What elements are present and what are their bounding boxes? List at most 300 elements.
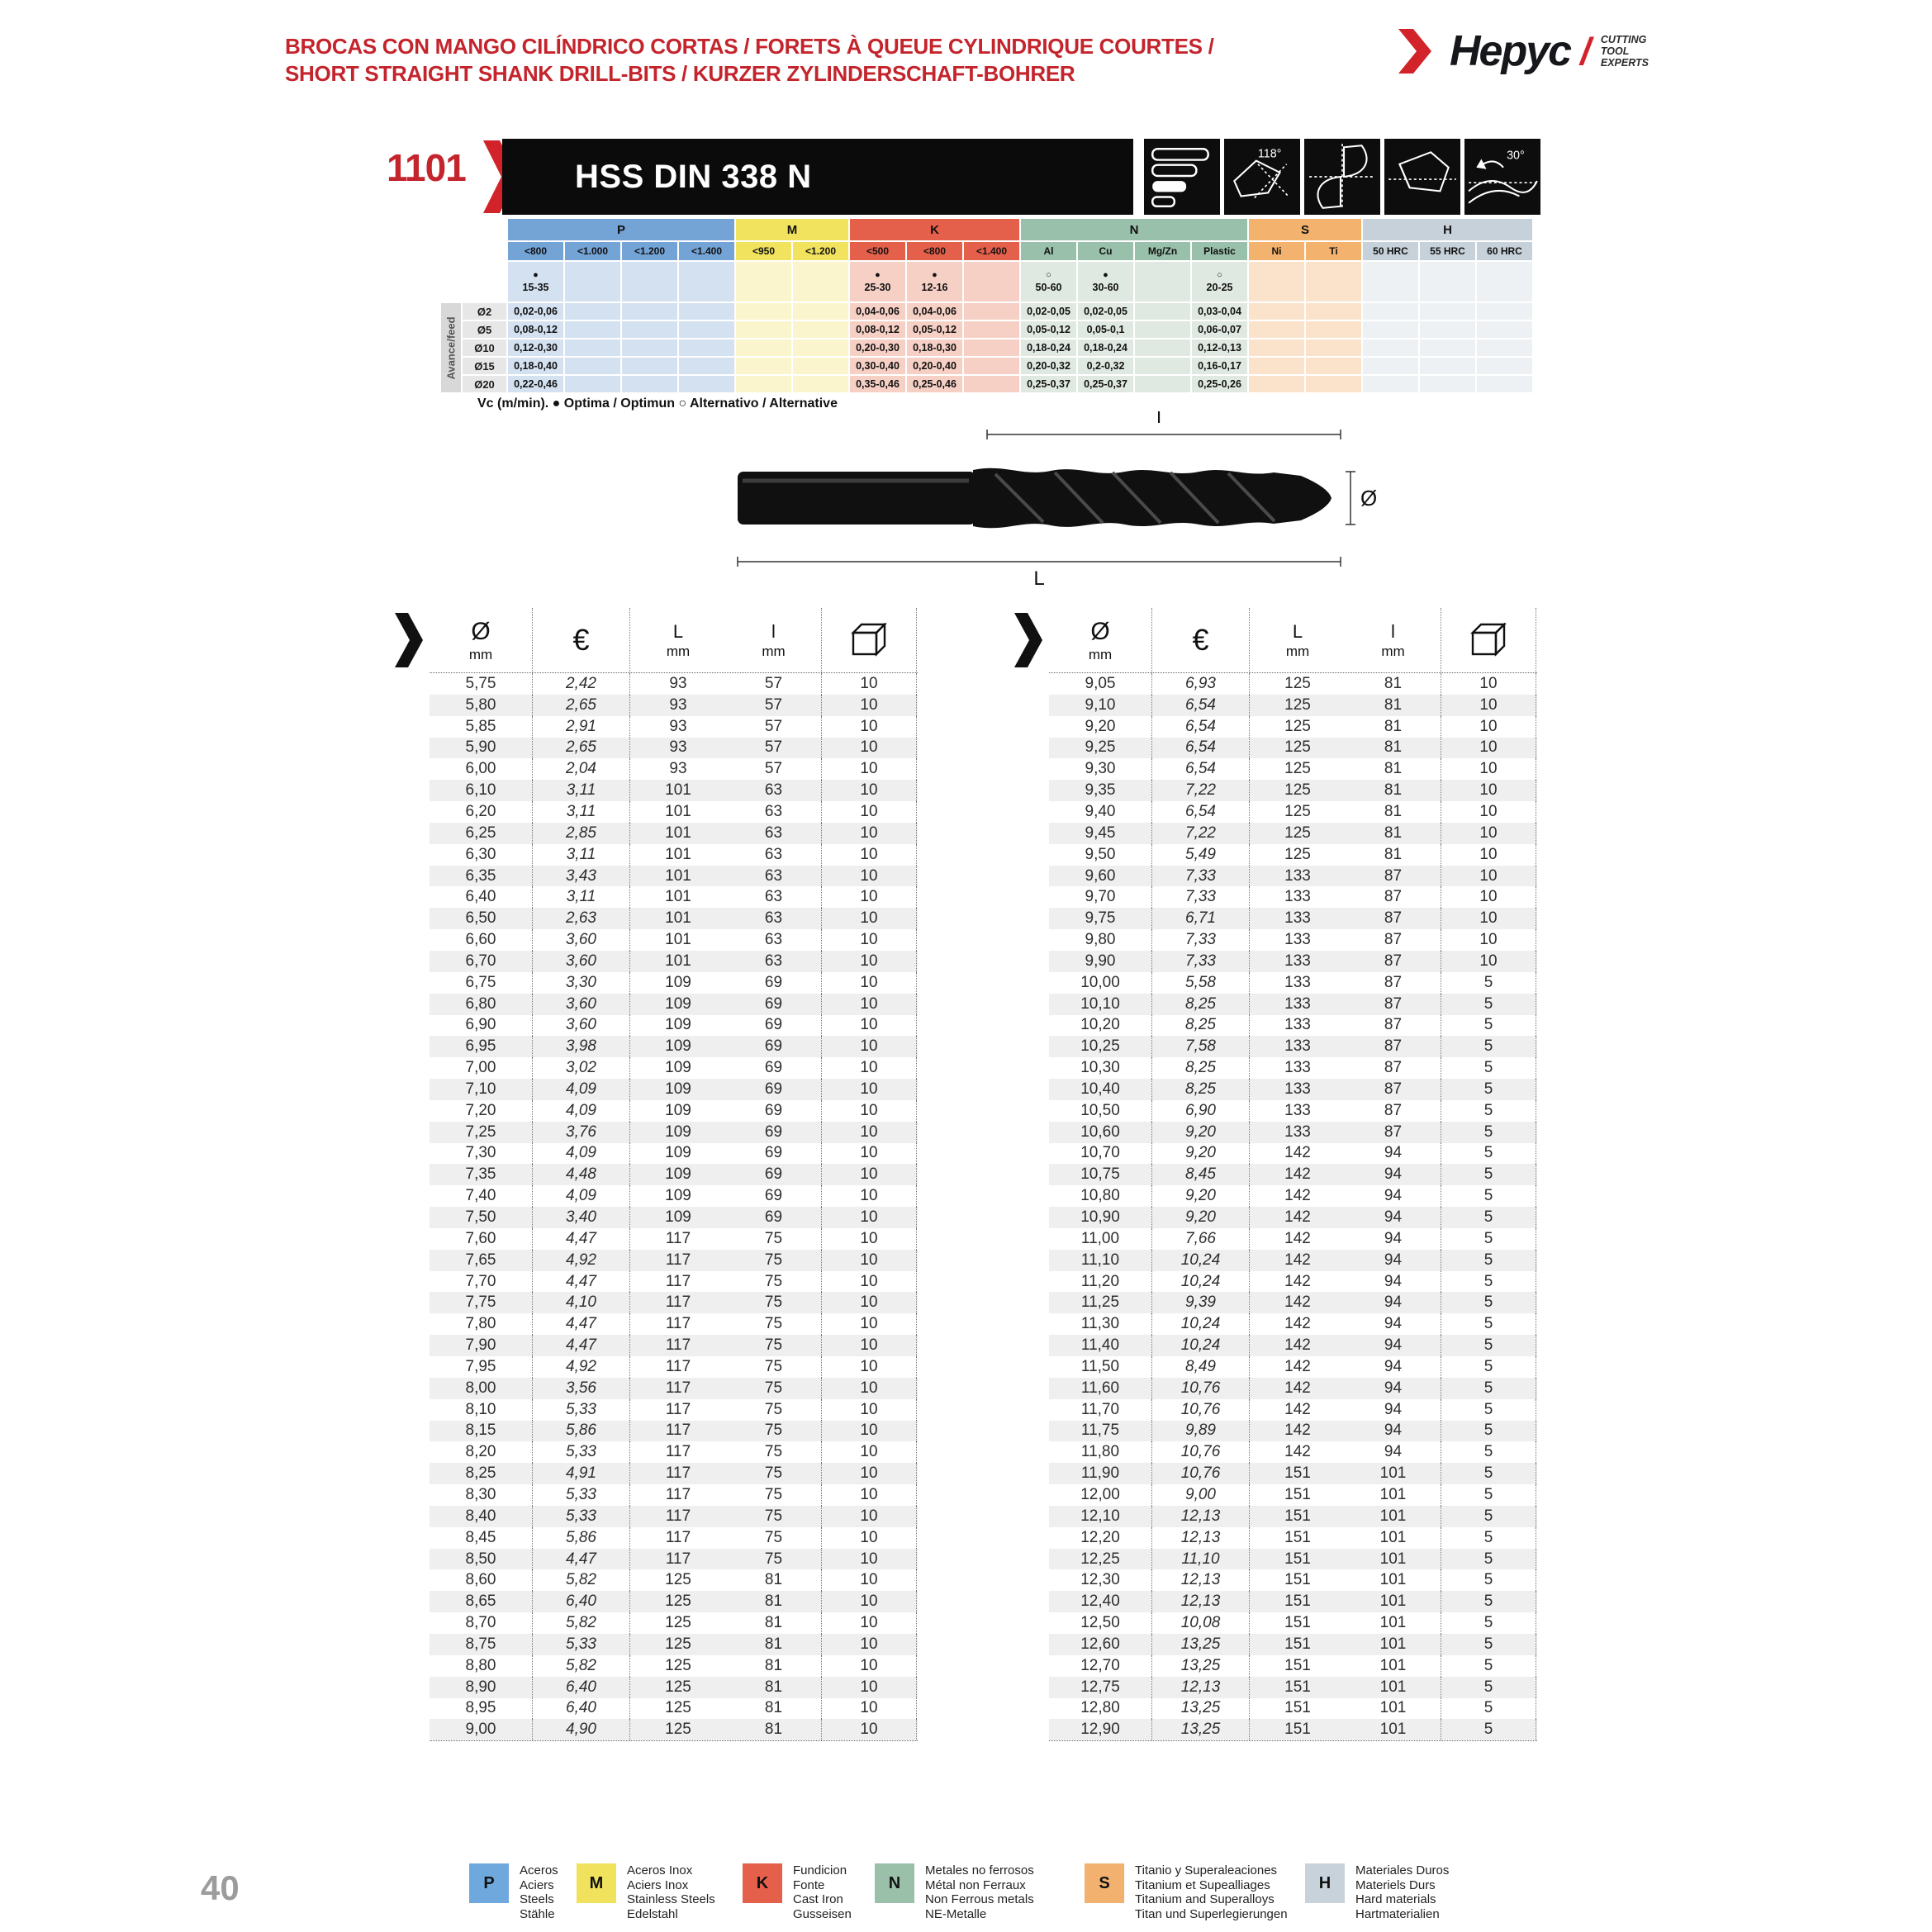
- cell-diameter: 12,60: [1049, 1634, 1152, 1655]
- cell-diameter: 7,65: [430, 1250, 533, 1271]
- table-row: [1049, 1484, 1537, 1506]
- vc-cell: [565, 262, 620, 301]
- material-subcol-H: 50 HRC: [1363, 242, 1418, 260]
- cell-package-qty: 10: [822, 1655, 917, 1677]
- col-header-price: €: [533, 608, 630, 672]
- feed-cell: [1306, 339, 1361, 356]
- package-icon: [1469, 623, 1507, 657]
- vc-mark: ○: [1046, 270, 1051, 280]
- cell-diameter: 12,80: [1049, 1698, 1152, 1720]
- cell-diameter: 5,85: [430, 716, 533, 738]
- cell-diameter: 9,25: [1049, 738, 1152, 759]
- cell-flute-length: 63: [726, 866, 822, 887]
- table-row: [430, 1484, 918, 1506]
- cell-diameter: 10,90: [1049, 1207, 1152, 1228]
- feed-cell: 0,03-0,04: [1192, 303, 1247, 320]
- vc-cell: [1135, 262, 1190, 301]
- cell-diameter: 9,60: [1049, 866, 1152, 887]
- table-row: [430, 1677, 918, 1698]
- cell-package-qty: 5: [1441, 1164, 1536, 1185]
- cell-package-qty: 10: [822, 1634, 917, 1655]
- cell-package-qty: 5: [1441, 1655, 1536, 1677]
- cell-diameter: 8,75: [430, 1634, 533, 1655]
- cell-package-qty: 10: [822, 1036, 917, 1057]
- cell-flute-length: 87: [1346, 972, 1441, 994]
- page-number: 40: [201, 1868, 240, 1907]
- material-subcol-N: Plastic: [1192, 242, 1247, 260]
- cell-total-length: 142: [1284, 1251, 1311, 1269]
- feed-cell: 0,30-0,40: [850, 358, 905, 374]
- table-row: [1049, 780, 1537, 801]
- cell-flute-length: 69: [726, 1122, 822, 1143]
- cell-total-length: 117: [665, 1379, 691, 1397]
- cell-package-qty: 10: [822, 1484, 917, 1506]
- price-table-right: [1049, 608, 1537, 1741]
- cell-package-qty: 5: [1441, 1207, 1536, 1228]
- cell-total-length: 142: [1284, 1294, 1311, 1312]
- table-row: [430, 1719, 918, 1740]
- cell-price: 9,89: [1152, 1421, 1250, 1442]
- cell-total-length: 101: [665, 931, 691, 949]
- cell-price: 10,24: [1152, 1313, 1250, 1335]
- cell-diameter: 9,35: [1049, 780, 1152, 801]
- table-row: [1049, 1506, 1537, 1527]
- feed-cell: [1249, 358, 1304, 374]
- cell-total-length: 151: [1284, 1614, 1311, 1632]
- feed-cell: [1363, 339, 1418, 356]
- cell-flute-length: 81: [726, 1634, 822, 1655]
- cell-diameter: 9,10: [1049, 695, 1152, 716]
- cell-package-qty: 5: [1441, 1185, 1536, 1207]
- feed-cell: [964, 321, 1019, 338]
- legend-line: Fundicion: [793, 1863, 847, 1877]
- cell-total-length: 101: [665, 781, 691, 800]
- table-row: [1049, 1527, 1537, 1549]
- legend-line: Steels: [520, 1892, 554, 1906]
- brand-chevron-icon: [1398, 27, 1441, 75]
- cell-diameter: 11,80: [1049, 1441, 1152, 1463]
- table-row: [430, 1634, 918, 1655]
- table-row: [1049, 1677, 1537, 1698]
- legend-line: Hard materials: [1355, 1892, 1436, 1906]
- cell-price: 7,33: [1152, 951, 1250, 972]
- cell-total-length: 133: [1284, 1123, 1311, 1141]
- cell-flute-length: 94: [1346, 1143, 1441, 1165]
- vc-note: Vc (m/min). ● Optima / Optimun ○ Alternativo / Alternative: [477, 396, 838, 411]
- feed-cell: 0,04-0,06: [907, 303, 962, 320]
- cell-flute-length: 94: [1346, 1313, 1441, 1335]
- vc-cell: [736, 262, 791, 301]
- cell-flute-length: 75: [726, 1506, 822, 1527]
- table-row: [1049, 1591, 1537, 1612]
- cell-price: 6,93: [1152, 673, 1250, 695]
- vc-cell: [622, 262, 677, 301]
- cell-diameter: 10,60: [1049, 1122, 1152, 1143]
- cell-diameter: 11,50: [1049, 1356, 1152, 1378]
- cell-package-qty: 10: [1441, 801, 1536, 823]
- cell-total-length: 93: [669, 717, 687, 735]
- cell-total-length: 142: [1284, 1443, 1311, 1461]
- cell-flute-length: 87: [1346, 994, 1441, 1015]
- cell-price: 6,90: [1152, 1100, 1250, 1122]
- cell-flute-length: 94: [1346, 1292, 1441, 1313]
- table-row: [430, 1441, 918, 1463]
- cell-price: 5,49: [1152, 844, 1250, 866]
- cell-total-length: 125: [665, 1656, 691, 1674]
- cell-total-length: 125: [1284, 802, 1311, 820]
- legend-item-K: [743, 1863, 852, 1921]
- cell-package-qty: 10: [1441, 823, 1536, 844]
- cell-total-length: 93: [669, 760, 687, 778]
- cell-package-qty: 5: [1441, 1591, 1536, 1612]
- vc-cell: [1021, 262, 1076, 301]
- feed-cell: 0,05-0,12: [1021, 321, 1076, 338]
- cell-price: 8,25: [1152, 994, 1250, 1015]
- brand-name: Hepyc: [1450, 27, 1571, 75]
- cell-total-length: 109: [665, 1144, 691, 1162]
- cell-flute-length: 87: [1346, 1057, 1441, 1079]
- cell-price: 2,85: [533, 823, 630, 844]
- feed-cell: [1306, 358, 1361, 374]
- cell-price: 6,40: [533, 1698, 630, 1720]
- cell-total-length: 101: [665, 824, 691, 842]
- cell-total-length: 101: [665, 866, 691, 885]
- feed-cell: [565, 321, 620, 338]
- feed-cell: [1135, 376, 1190, 392]
- cell-flute-length: 101: [1346, 1591, 1441, 1612]
- cell-package-qty: 10: [822, 1207, 917, 1228]
- table-row: [430, 780, 918, 801]
- feed-cell: [622, 376, 677, 392]
- cell-total-length: 109: [665, 1165, 691, 1184]
- legend-line: Titanium and Superalloys: [1135, 1892, 1275, 1906]
- feed-cell: [1135, 358, 1190, 374]
- feed-cell: [793, 358, 848, 374]
- feed-row-label: Ø2: [463, 303, 506, 320]
- cell-flute-length: 75: [726, 1549, 822, 1570]
- cell-price: 2,04: [533, 758, 630, 780]
- cell-flute-length: 87: [1346, 886, 1441, 908]
- feed-cell: [679, 303, 734, 320]
- table-row: [430, 1463, 918, 1484]
- product-name-banner: [502, 139, 1133, 215]
- table-row: [1049, 908, 1537, 929]
- feed-cell: 0,12-0,30: [508, 339, 563, 356]
- cell-price: 4,47: [533, 1313, 630, 1335]
- cell-total-length: 151: [1284, 1550, 1311, 1568]
- cell-diameter: 11,40: [1049, 1335, 1152, 1356]
- cell-total-length: 151: [1284, 1528, 1311, 1546]
- vc-mark: ○: [1217, 270, 1222, 280]
- cell-diameter: 7,10: [430, 1079, 533, 1100]
- feed-axis-label: Avance/feed: [441, 303, 461, 392]
- cell-flute-length: 81: [1346, 695, 1441, 716]
- vc-cell: [1078, 262, 1133, 301]
- table-row: [430, 1164, 918, 1185]
- table-row: [430, 844, 918, 866]
- logo-slash: /: [1580, 30, 1591, 73]
- cell-price: 5,33: [533, 1634, 630, 1655]
- table-row: [1049, 716, 1537, 738]
- vc-mark: ●: [1103, 270, 1108, 280]
- cell-diameter: 7,40: [430, 1185, 533, 1207]
- feed-cell: [1477, 303, 1532, 320]
- cell-price: 9,20: [1152, 1122, 1250, 1143]
- cell-package-qty: 5: [1441, 1271, 1536, 1293]
- feed-cell: [622, 339, 677, 356]
- price-table-left: [430, 608, 918, 1741]
- table-row: [430, 1335, 918, 1356]
- cell-total-length: 125: [1284, 781, 1311, 800]
- cell-package-qty: 10: [822, 695, 917, 716]
- cell-package-qty: 10: [822, 844, 917, 866]
- cell-flute-length: 94: [1346, 1421, 1441, 1442]
- vc-value: 50-60: [1035, 282, 1062, 293]
- cell-total-length: 142: [1284, 1379, 1311, 1397]
- vc-cell: [679, 262, 734, 301]
- cell-package-qty: 10: [822, 972, 917, 994]
- material-subcol-N: Mg/Zn: [1135, 242, 1190, 260]
- legend-line: Titan und Superlegierungen: [1135, 1906, 1288, 1921]
- cell-package-qty: 10: [822, 1506, 917, 1527]
- cell-package-qty: 10: [822, 951, 917, 972]
- table-row: [430, 1313, 918, 1335]
- cell-price: 8,49: [1152, 1356, 1250, 1378]
- cell-diameter: 11,75: [1049, 1421, 1152, 1442]
- cell-total-length: 117: [665, 1422, 691, 1440]
- feed-cell: 0,20-0,32: [1021, 358, 1076, 374]
- feed-cell: [1420, 321, 1475, 338]
- table-row: [1049, 1698, 1537, 1720]
- cell-total-length: 125: [1284, 760, 1311, 778]
- feed-cell: [964, 358, 1019, 374]
- cell-flute-length: 81: [1346, 673, 1441, 695]
- table-row: [430, 1421, 918, 1442]
- cell-diameter: 10,25: [1049, 1036, 1152, 1057]
- feed-cell: [1420, 358, 1475, 374]
- cell-diameter: 12,20: [1049, 1527, 1152, 1549]
- feed-cell: [1477, 376, 1532, 392]
- cell-total-length: 101: [665, 888, 691, 906]
- cell-price: 5,33: [533, 1484, 630, 1506]
- cell-diameter: 7,30: [430, 1143, 533, 1165]
- feed-cell: 0,05-0,1: [1078, 321, 1133, 338]
- cell-package-qty: 5: [1441, 1612, 1536, 1634]
- tech-icons-row: [1144, 139, 1540, 215]
- col-header-diameter: Ø mm: [430, 608, 533, 672]
- flute-length-label: l: [1156, 411, 1161, 428]
- vc-mark: ●: [875, 270, 881, 280]
- table-row: [430, 1655, 918, 1677]
- cell-diameter: 12,70: [1049, 1655, 1152, 1677]
- feed-cell: [964, 376, 1019, 392]
- cell-price: 5,82: [533, 1569, 630, 1591]
- cell-total-length: 151: [1284, 1464, 1311, 1483]
- feed-row-label: Ø20: [463, 376, 506, 392]
- cell-flute-length: 75: [726, 1378, 822, 1399]
- cell-price: 10,24: [1152, 1271, 1250, 1293]
- cell-flute-length: 63: [726, 823, 822, 844]
- page-title-line2: SHORT STRAIGHT SHANK DRILL-BITS / KURZER ZYLINDERSCHAFT-BOHRER: [285, 61, 1075, 86]
- table-row: [430, 1079, 918, 1100]
- feed-cell: [679, 321, 734, 338]
- cell-package-qty: 10: [822, 1527, 917, 1549]
- feed-cell: 0,16-0,17: [1192, 358, 1247, 374]
- material-subcol-K: <1.400: [964, 242, 1019, 260]
- cell-diameter: 12,00: [1049, 1484, 1152, 1506]
- vc-mark: ●: [932, 270, 938, 280]
- cell-total-length: 142: [1284, 1315, 1311, 1333]
- cell-total-length: 142: [1284, 1272, 1311, 1290]
- cell-diameter: 6,35: [430, 866, 533, 887]
- point-angle-label: 118°: [1257, 147, 1282, 161]
- cell-flute-length: 63: [726, 929, 822, 951]
- material-subcol-S: Ti: [1306, 242, 1361, 260]
- vc-cell: [907, 262, 962, 301]
- cell-flute-length: 75: [726, 1228, 822, 1250]
- table-chevron-icon: [1014, 613, 1042, 672]
- feed-cell: [565, 376, 620, 392]
- material-subcol-H: 60 HRC: [1477, 242, 1532, 260]
- package-icon: [850, 623, 888, 657]
- cell-price: 5,82: [533, 1655, 630, 1677]
- vc-value: 25-30: [864, 282, 891, 293]
- cell-price: 8,25: [1152, 1057, 1250, 1079]
- cell-diameter: 9,90: [1049, 951, 1152, 972]
- cell-package-qty: 10: [822, 1015, 917, 1037]
- cell-price: 7,33: [1152, 886, 1250, 908]
- cell-package-qty: 10: [1441, 886, 1536, 908]
- cell-price: 5,33: [533, 1399, 630, 1421]
- feed-cell: 0,20-0,30: [850, 339, 905, 356]
- cell-price: 10,76: [1152, 1463, 1250, 1484]
- table-chevron-icon: [395, 613, 423, 672]
- cell-total-length: 133: [1284, 973, 1311, 991]
- col-header-total-length: L mm: [1285, 620, 1310, 659]
- cell-package-qty: 10: [822, 886, 917, 908]
- legend-line: Materiels Durs: [1355, 1877, 1436, 1892]
- cell-flute-length: 63: [726, 801, 822, 823]
- cell-price: 7,33: [1152, 866, 1250, 887]
- cell-diameter: 7,60: [430, 1228, 533, 1250]
- cell-diameter: 11,10: [1049, 1250, 1152, 1271]
- material-subcol-K: <800: [907, 242, 962, 260]
- cell-flute-length: 101: [1346, 1634, 1441, 1655]
- drill-figure: [723, 411, 1384, 593]
- cell-price: 12,13: [1152, 1527, 1250, 1549]
- cell-package-qty: 10: [822, 1228, 917, 1250]
- cell-package-qty: 10: [822, 866, 917, 887]
- col-header-package: [1441, 608, 1536, 672]
- cell-package-qty: 10: [822, 1356, 917, 1378]
- cell-package-qty: 5: [1441, 1356, 1536, 1378]
- cell-package-qty: 10: [822, 1719, 917, 1740]
- product-code: 1101: [387, 146, 466, 189]
- cell-package-qty: 10: [822, 1164, 917, 1185]
- cell-diameter: 8,40: [430, 1506, 533, 1527]
- page-title: [285, 33, 1214, 88]
- table-row: [1049, 1143, 1537, 1165]
- cell-package-qty: 5: [1441, 1313, 1536, 1335]
- cell-flute-length: 81: [1346, 780, 1441, 801]
- feed-cell: 0,08-0,12: [508, 321, 563, 338]
- cell-price: 4,48: [533, 1164, 630, 1185]
- cell-diameter: 10,75: [1049, 1164, 1152, 1185]
- cell-price: 12,13: [1152, 1569, 1250, 1591]
- cell-package-qty: 10: [822, 1292, 917, 1313]
- cell-flute-length: 69: [726, 1015, 822, 1037]
- feed-cell: [565, 339, 620, 356]
- table-row: [1049, 1057, 1537, 1079]
- cell-total-length: 93: [669, 695, 687, 714]
- cell-package-qty: 10: [1441, 908, 1536, 929]
- feed-cell: [793, 303, 848, 320]
- cell-flute-length: 69: [726, 1057, 822, 1079]
- cell-package-qty: 10: [822, 1463, 917, 1484]
- cell-price: 5,58: [1152, 972, 1250, 994]
- cell-flute-length: 81: [1346, 801, 1441, 823]
- cell-diameter: 7,90: [430, 1335, 533, 1356]
- cell-total-length: 109: [665, 1059, 691, 1077]
- cell-total-length: 133: [1284, 952, 1311, 970]
- cell-package-qty: 5: [1441, 1527, 1536, 1549]
- feed-cell: [736, 376, 791, 392]
- feed-cell: 0,22-0,46: [508, 376, 563, 392]
- cell-price: 11,10: [1152, 1549, 1250, 1570]
- cell-diameter: 11,25: [1049, 1292, 1152, 1313]
- cell-price: 3,56: [533, 1378, 630, 1399]
- cell-diameter: 8,70: [430, 1612, 533, 1634]
- cell-price: 3,76: [533, 1122, 630, 1143]
- legend-line: Fonte: [793, 1877, 825, 1892]
- cell-diameter: 6,90: [430, 1015, 533, 1037]
- cell-flute-length: 75: [726, 1484, 822, 1506]
- cell-flute-length: 75: [726, 1421, 822, 1442]
- cell-total-length: 117: [665, 1357, 691, 1375]
- table-row: [1049, 823, 1537, 844]
- table-row: [430, 1036, 918, 1057]
- cell-price: 6,54: [1152, 695, 1250, 716]
- cell-flute-length: 87: [1346, 1100, 1441, 1122]
- cell-total-length: 117: [665, 1229, 691, 1247]
- cell-diameter: 8,25: [430, 1463, 533, 1484]
- cell-price: 5,82: [533, 1612, 630, 1634]
- feed-cell: [1363, 303, 1418, 320]
- cell-flute-length: 69: [726, 1036, 822, 1057]
- cell-total-length: 101: [665, 952, 691, 970]
- cell-package-qty: 5: [1441, 1292, 1536, 1313]
- table-row: [430, 1100, 918, 1122]
- feed-cell: [679, 358, 734, 374]
- material-subcol-S: Ni: [1249, 242, 1304, 260]
- cell-price: 4,92: [533, 1356, 630, 1378]
- cell-package-qty: 10: [822, 1335, 917, 1356]
- feed-cell: [1249, 376, 1304, 392]
- cell-package-qty: 5: [1441, 1441, 1536, 1463]
- cell-price: 2,65: [533, 695, 630, 716]
- cell-flute-length: 57: [726, 738, 822, 759]
- cell-diameter: 8,00: [430, 1378, 533, 1399]
- cell-total-length: 117: [665, 1464, 691, 1483]
- table-row: [430, 1399, 918, 1421]
- legend-square-K: K: [743, 1863, 782, 1903]
- cell-diameter: 12,30: [1049, 1569, 1152, 1591]
- cell-package-qty: 10: [822, 1079, 917, 1100]
- cell-flute-length: 87: [1346, 951, 1441, 972]
- table-row: [1049, 1569, 1537, 1591]
- cell-diameter: 8,80: [430, 1655, 533, 1677]
- table-row: [1049, 1271, 1537, 1293]
